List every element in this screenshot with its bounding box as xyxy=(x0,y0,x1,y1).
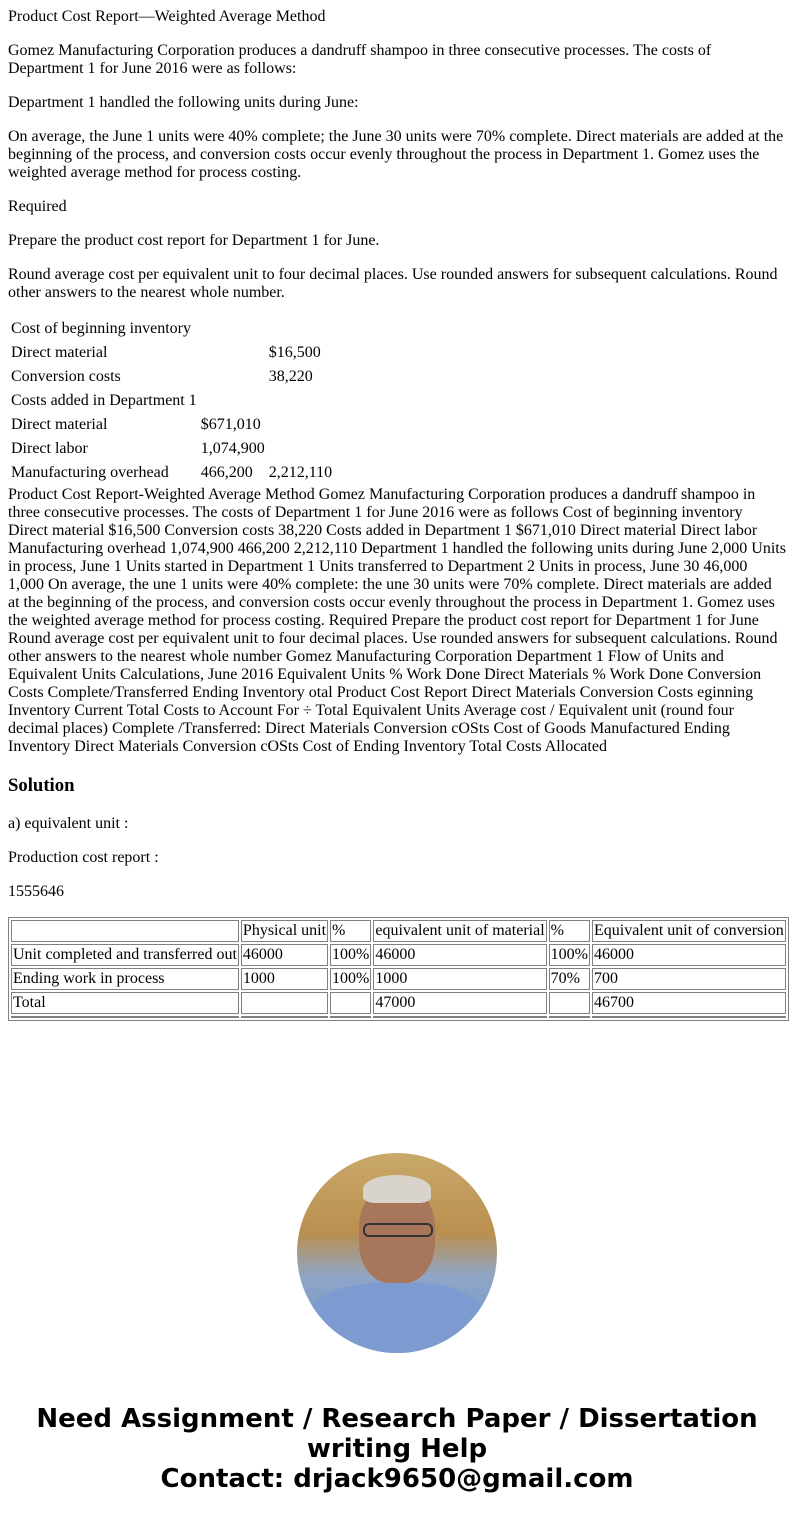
cost-row xyxy=(10,318,333,340)
empty-cell xyxy=(373,1016,546,1018)
table-header-row xyxy=(11,920,786,942)
cost-cell xyxy=(268,390,333,412)
table-cell: 700 xyxy=(592,968,786,990)
empty-cell xyxy=(549,1016,590,1018)
units-intro-text: Department 1 handled the following units during June: xyxy=(8,94,359,111)
cost-cell xyxy=(268,414,333,436)
intro-text: Gomez Manufacturing Corporation produces a dandruff shampoo in three consecutive processes. The costs of Department 1 for June 2016 were as follows: xyxy=(8,42,712,77)
cost-cell: 2,212,110 xyxy=(268,464,333,481)
table-cell: 70% xyxy=(549,968,590,990)
table-cell: 100% xyxy=(549,944,590,966)
author-avatar xyxy=(297,1153,497,1353)
cost-cell: Conversion costs xyxy=(11,368,121,385)
cost-cell: 1,074,900 xyxy=(200,440,265,457)
column-header xyxy=(11,920,239,942)
column-header: % xyxy=(549,920,590,942)
table-cell: 100% xyxy=(330,968,371,990)
cost-cell xyxy=(200,318,266,340)
cost-cell: Direct material xyxy=(11,416,108,433)
cost-cell xyxy=(268,438,333,460)
cost-cell xyxy=(200,366,266,388)
solution-part-a: a) equivalent unit : xyxy=(8,815,129,832)
table-row xyxy=(11,944,786,966)
table-cell: 46000 xyxy=(241,944,328,966)
table-cell: 46000 xyxy=(592,944,786,966)
prepare-text: Prepare the product cost report for Department 1 for June. xyxy=(8,232,380,249)
footer-contact: Contact: drjack9650@gmail.com xyxy=(160,1464,634,1494)
table-row xyxy=(11,992,786,1014)
table-cell: Unit completed and transferred out xyxy=(11,944,239,966)
question-title: Product Cost Report—Weighted Average Method xyxy=(8,8,326,25)
cost-row xyxy=(10,414,333,436)
cost-cell: 38,220 xyxy=(268,368,313,385)
cost-cell: $671,010 xyxy=(200,416,261,433)
table-row xyxy=(11,968,786,990)
empty-cell xyxy=(11,1016,239,1018)
table-cell: 46700 xyxy=(592,992,786,1014)
empty-cell xyxy=(330,1016,371,1018)
cost-row xyxy=(10,462,333,484)
cost-cell xyxy=(200,390,266,412)
cost-cell: 466,200 xyxy=(200,464,253,481)
table-cell: 46000 xyxy=(373,944,546,966)
cost-cell xyxy=(200,342,266,364)
empty-cell xyxy=(241,1016,328,1018)
cost-cell: Costs added in Department 1 xyxy=(11,392,197,409)
footer-banner xyxy=(0,1404,794,1494)
cost-cell: Direct material xyxy=(11,344,108,361)
column-header: % xyxy=(330,920,371,942)
empty-cell xyxy=(592,1016,786,1018)
column-header: equivalent unit of material xyxy=(373,920,546,942)
cost-cell: Cost of beginning inventory xyxy=(11,320,191,337)
required-label: Required xyxy=(8,198,67,215)
table-cell: Total xyxy=(11,992,239,1014)
empty-row xyxy=(11,1016,786,1018)
table-cell: 1000 xyxy=(241,968,328,990)
column-header: Equivalent unit of conversion xyxy=(592,920,786,942)
cost-row xyxy=(10,390,333,412)
cost-row xyxy=(10,342,333,364)
cost-table xyxy=(8,316,335,486)
solution-id: 1555646 xyxy=(8,883,64,900)
column-header: Physical unit xyxy=(241,920,328,942)
table-cell: Ending work in process xyxy=(11,968,239,990)
table-cell xyxy=(330,992,371,1014)
solution-report-label: Production cost report : xyxy=(8,849,159,866)
table-cell xyxy=(549,992,590,1014)
cost-row xyxy=(10,366,333,388)
table-cell xyxy=(241,992,328,1014)
ocr-question-text: Product Cost Report-Weighted Average Method Gomez Manufacturing Corporation produces a dandruff shampoo in three consecutive processes. The costs of Department 1 for June 2016 were as follows Cost of beginning inventory Direct material $16,500 Conversion costs 38,220 Costs added in Department 1 $671,010 Direct material Direct labor Manufacturing overhead 1,074,900 466,200 2,212,110 Department 1 handled the following units during June 2,000 Units in process, June 1 Units started in Department 1 Units transferred to Department 2 Units in process, June 30 46,000 1,000 On average, the une 1 units were 40% complete: the une 30 units were 70% complete. Direct materials are added at the beginning of the process, and conversion costs occur evenly throughout the process in Department 1. Gomez uses the weighted average method for process costing. Required Prepare the product cost report for Department 1 for June Round average cost per equivalent unit to four decimal places. Use rounded answers for subsequent calculations. Round other answers to the nearest whole number Gomez Manufacturing Corporation Department 1 Flow of Units and Equivalent Units Calculations, June 2016 Equivalent Units % Work Done Direct Materials % Work Done Conversion Costs Complete/Transferred Ending Inventory otal Product Cost Report Direct Materials Conversion Costs eginning Inventory Current Total Costs to Account For ÷ Total Equivalent Units Average cost / Equivalent unit (round four decimal places) Complete /Transferred: Direct Materials Conversion cOSts Cost of Goods Manufactured Ending Inventory Direct Materials Conversion cOSts Cost of Ending Inventory Total Costs Allocated xyxy=(8,486,786,755)
cost-cell xyxy=(268,318,333,340)
round-text: Round average cost per equivalent unit to four decimal places. Use rounded answers for subsequent calculations. Round other answers to the nearest whole number. xyxy=(8,266,778,301)
cost-row xyxy=(10,438,333,460)
equivalent-units-table xyxy=(8,917,789,1021)
cost-cell: Manufacturing overhead xyxy=(11,464,169,481)
average-text: On average, the June 1 units were 40% complete; the June 30 units were 70% complete. Direct materials are added at the beginning of the process, and conversion costs occur evenly throughout the process in Department 1. Gomez uses the weighted average method for process costing. xyxy=(8,128,784,181)
cost-cell: Direct labor xyxy=(11,440,88,457)
solution-heading: Solution xyxy=(8,775,75,796)
table-cell: 47000 xyxy=(373,992,546,1014)
table-cell: 1000 xyxy=(373,968,546,990)
table-cell: 100% xyxy=(330,944,371,966)
cost-cell: $16,500 xyxy=(268,344,321,361)
footer-help-text: Need Assignment / Research Paper / Dissertation writing Help xyxy=(36,1404,758,1464)
